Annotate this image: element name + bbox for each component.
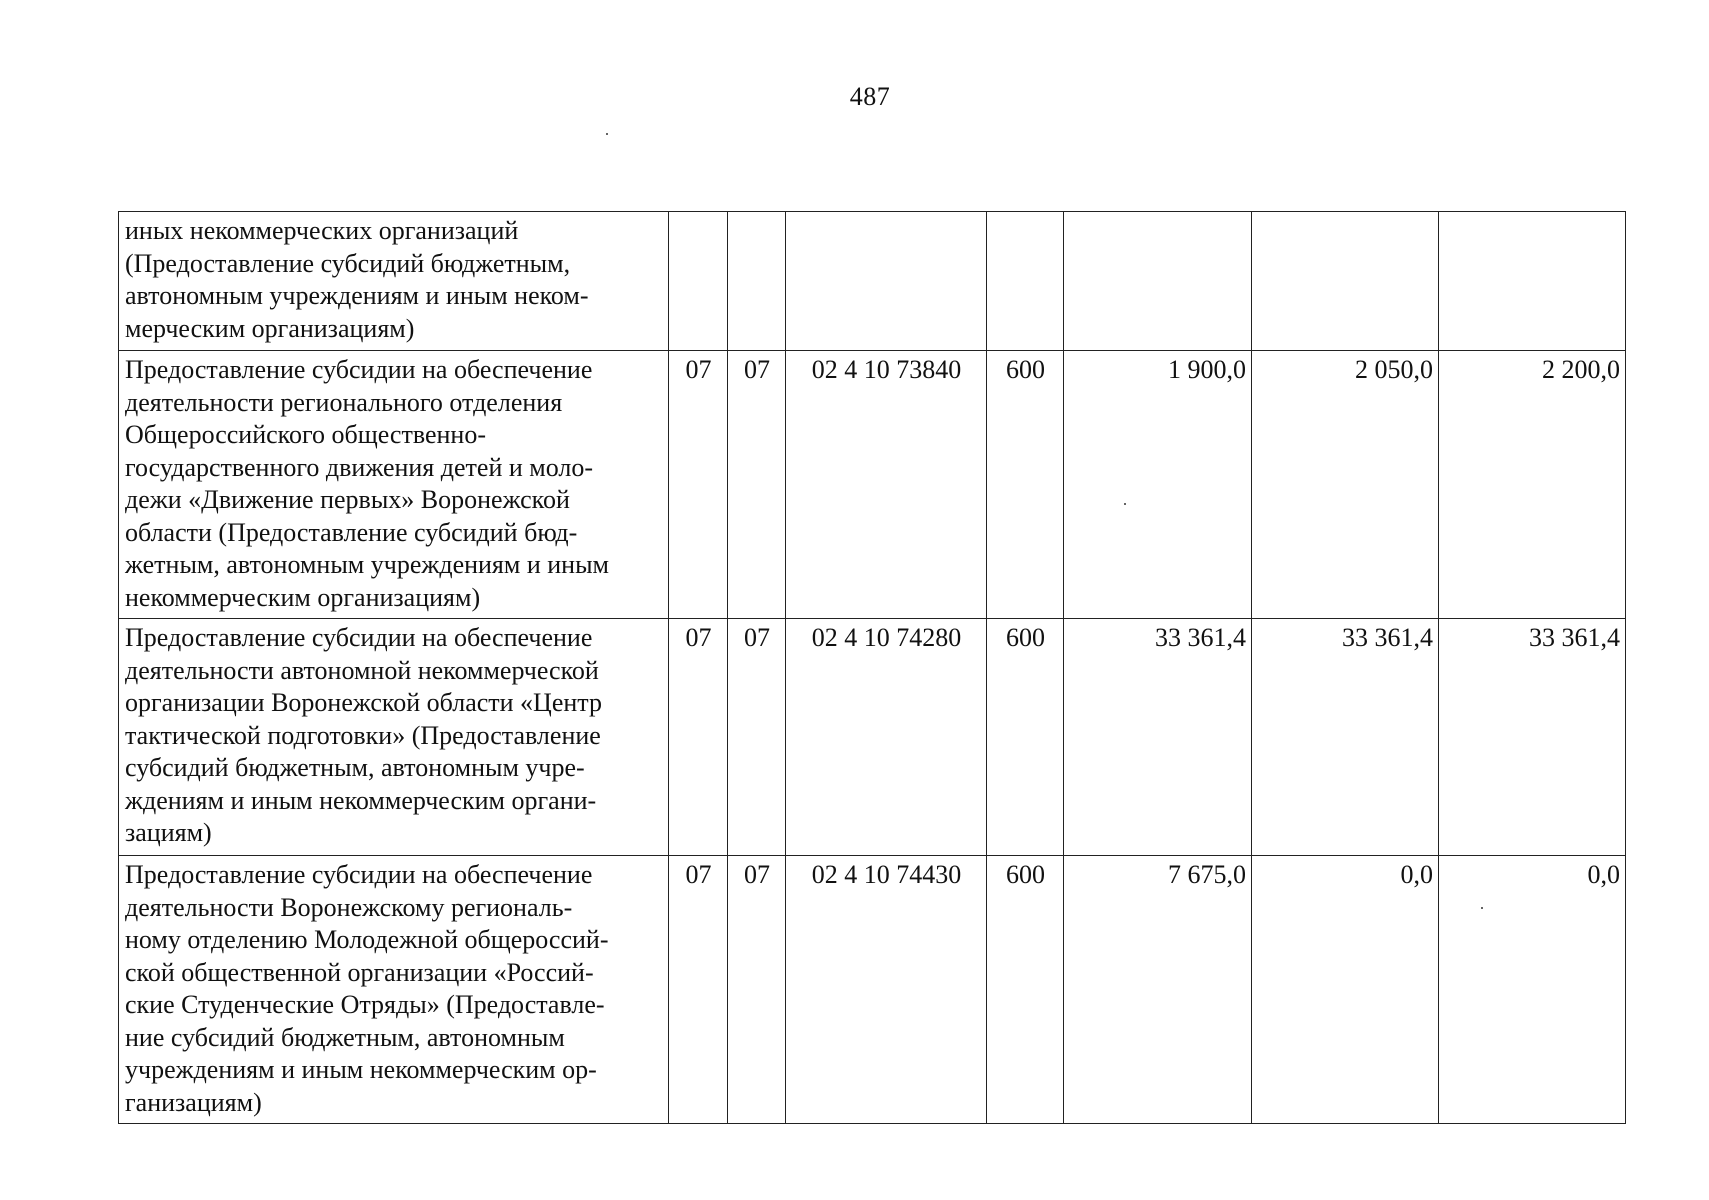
row-description: Предоставление субсидии на обеспечение деятельности автономной некоммерческой организации Воронежской области «Центр тактической подготовки» (Предоставление субсидий бюджетным, автономным учре- ждениям и иным некоммерческим органи- зациям) xyxy=(119,619,669,856)
amount-cell xyxy=(1064,212,1252,351)
expense-type-code: 600 xyxy=(987,856,1064,1124)
section-code: 07 xyxy=(669,351,728,619)
page-number: 487 xyxy=(849,82,891,111)
amount-cell: 33 361,4 xyxy=(1252,619,1439,856)
table-row xyxy=(119,856,1626,1124)
amount-cell xyxy=(1252,212,1439,351)
subsection-code xyxy=(728,212,786,351)
amount-cell: 2 050,0 xyxy=(1252,351,1439,619)
target-article-code: 02 4 10 74430 xyxy=(786,856,987,1124)
amount-cell: 0,0 xyxy=(1252,856,1439,1124)
amount-cell: 2 200,0 xyxy=(1439,351,1626,619)
subsection-code: 07 xyxy=(728,351,786,619)
amount-cell: 33 361,4 xyxy=(1439,619,1626,856)
section-code: 07 xyxy=(669,856,728,1124)
row-description: иных некоммерческих организаций (Предоставление субсидий бюджетным, автономным учреждениям и иным неком- мерческим организациям) xyxy=(119,212,669,351)
amount-cell xyxy=(1439,212,1626,351)
expense-type-code: 600 xyxy=(987,351,1064,619)
expense-type-code xyxy=(987,212,1064,351)
amount-cell: 1 900,0 xyxy=(1064,351,1252,619)
table-row xyxy=(119,351,1626,619)
target-article-code xyxy=(786,212,987,351)
table-row xyxy=(119,212,1626,351)
expense-type-code: 600 xyxy=(987,619,1064,856)
scan-speck xyxy=(606,133,608,135)
target-article-code: 02 4 10 74280 xyxy=(786,619,987,856)
budget-table xyxy=(118,211,1626,1124)
target-article-code: 02 4 10 73840 xyxy=(786,351,987,619)
subsection-code: 07 xyxy=(728,856,786,1124)
section-code: 07 xyxy=(669,619,728,856)
amount-cell: 7 675,0 xyxy=(1064,856,1252,1124)
subsection-code: 07 xyxy=(728,619,786,856)
table-row xyxy=(119,619,1626,856)
row-description: Предоставление субсидии на обеспечение деятельности Воронежскому региональ- ному отделению Молодежной общероссий- ской общественной организации «Россий- ские Студенческие Отряды» (Предоставле- ние субсидий бюджетным, автономным учреждениям и иным некоммерческим ор- ганизациям) xyxy=(119,856,669,1124)
amount-cell: 33 361,4 xyxy=(1064,619,1252,856)
row-description: Предоставление субсидии на обеспечение деятельности регионального отделения Общероссийского общественно- государственного движения детей и моло- дежи «Движение первых» Воронежской области (Предоставление субсидий бюд- жетным, автономным учреждениям и иным некоммерческим организациям) xyxy=(119,351,669,619)
section-code xyxy=(669,212,728,351)
amount-cell: 0,0 xyxy=(1439,856,1626,1124)
